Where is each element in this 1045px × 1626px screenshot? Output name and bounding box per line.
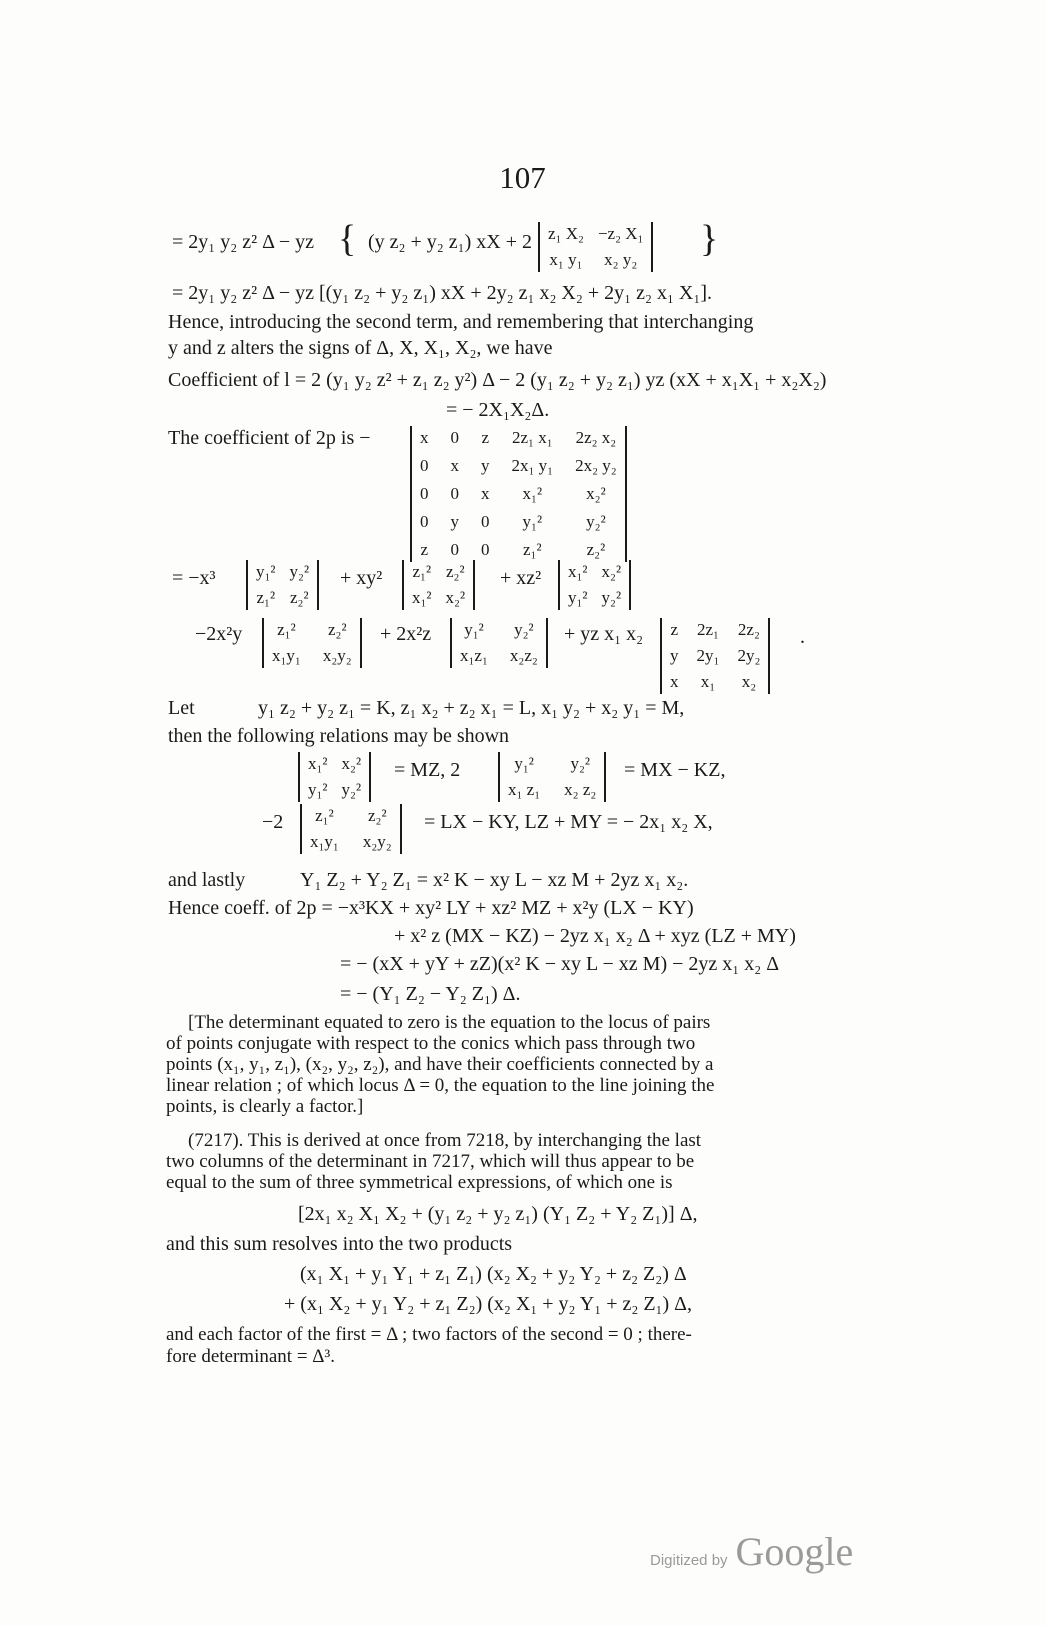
product-line-1: (x₁ X₁ + y₁ Y₁ + z₁ Z₁) (x₂ X₂ + y₂ Y₂ + z₂ Z₂) Δ — [300, 1263, 687, 1285]
coefficient-result-line: = − 2X₁X₂Δ. — [446, 399, 550, 421]
det-cell: x₁z₁ — [460, 646, 488, 665]
det-cell: y₁² — [308, 780, 328, 799]
paragraph-1-line-5: points, is clearly a factor.] — [166, 1096, 364, 1117]
paragraph-1-line-1: [The determinant equated to zero is the equation to the locus of pairs — [188, 1012, 711, 1033]
det-cell: z₂² — [290, 588, 309, 607]
det-cell: x₂² — [601, 562, 622, 581]
det-cell: x₁² — [522, 484, 543, 503]
product-line-2: + (x₁ X₂ + y₁ Y₂ + z₁ Z₂) (x₂ X₁ + y₂ Y₁ + z₂ Z₁) Δ, — [284, 1293, 693, 1315]
det-cell: 0 — [420, 484, 429, 503]
relation-2-part-b: = LX − KY, LZ + MY = − 2x₁ x₂ X, — [424, 811, 713, 833]
det-cell: y₂² — [601, 588, 622, 607]
det-cell: y₂² — [289, 562, 310, 581]
det-cell: z — [670, 620, 679, 639]
determinant-d — [558, 560, 631, 610]
determinant-a — [538, 222, 653, 272]
det-cell: 2z₁ x₁ — [511, 428, 553, 447]
det-cell: 2x₂ y₂ — [575, 456, 617, 475]
coefficient-of-l-line: Coefficient of l = 2 (y₁ y₂ z² + z₁ z₂ y²) Δ − 2 (y₁ z₂ + y₂ z₁) yz (xX + x₁X₁ + x₂X₂) — [168, 369, 827, 391]
det-cell: x — [481, 484, 490, 503]
determinant-g-cells — [662, 618, 768, 694]
expansion-2-end: . — [800, 626, 805, 648]
determinant-c — [402, 560, 475, 610]
det-cell: y₁² — [464, 620, 484, 639]
lastly-label: and lastly — [168, 869, 246, 891]
determinant-5x5-cells — [412, 426, 625, 562]
expansion-1-term-c: + xz² — [500, 567, 542, 589]
relations-intro: then the following relations may be shown — [168, 725, 510, 747]
paragraph-2-line-1: (7217). This is derived at once from 7218, by interchanging the last — [188, 1130, 702, 1151]
det-cell: x₁² — [412, 588, 432, 607]
det-cell: z₁ X₂ — [548, 224, 584, 243]
expansion-2-term-a: −2x²y — [195, 623, 243, 645]
relation-1-part-a: = MZ, 2 — [394, 759, 461, 781]
det-cell: 0 — [420, 456, 429, 475]
det-cell: x₁ — [700, 672, 716, 691]
determinant-j-cells — [302, 804, 400, 854]
determinant-c-cells — [404, 560, 473, 610]
let-definitions: y₁ z₂ + y₂ z₁ = K, z₁ x₂ + z₂ x₁ = L, x₁ y₂ + x₂ y₁ = M, — [258, 697, 685, 719]
paragraph-1-line-2: of points conjugate with respect to the conics which pass through two — [166, 1033, 696, 1054]
det-cell: 0 — [450, 428, 459, 447]
expansion-1-term-b: + xy² — [340, 567, 383, 589]
equation-line-1-left: = 2y₁ y₂ z² Δ − yz — [172, 231, 315, 253]
determinant-g — [660, 618, 770, 694]
determinant-a-cells — [540, 222, 651, 272]
det-cell: y₂² — [570, 754, 590, 773]
determinant-b — [246, 560, 319, 610]
det-cell: y₂² — [586, 512, 606, 531]
det-cell: x₁ y₁ — [549, 250, 583, 269]
det-cell: x₂ — [741, 672, 757, 691]
determinant-e-cells — [264, 618, 360, 668]
determinant-d-cells — [560, 560, 629, 610]
determinant-i-cells — [500, 752, 604, 802]
det-cell: x₂ y₂ — [604, 250, 638, 269]
det-cell: 0 — [481, 540, 490, 559]
det-cell: x₁² — [308, 754, 328, 773]
det-cell: 2z₂ x₂ — [575, 428, 617, 447]
det-cell: x — [450, 456, 459, 475]
det-cell: y — [670, 646, 679, 665]
relation-2-part-a: −2 — [262, 811, 284, 833]
det-cell: z₁² — [412, 562, 432, 581]
det-cell: z₁² — [277, 620, 296, 639]
det-cell: y₂² — [341, 780, 362, 799]
det-cell: z₂² — [586, 540, 606, 559]
det-cell: x₁² — [568, 562, 588, 581]
determinant-b-cells — [248, 560, 317, 610]
paragraph-1-line-4: linear relation ; of which locus Δ = 0, the equation to the line joining the — [166, 1075, 715, 1096]
det-cell: 2y₂ — [737, 646, 761, 665]
det-cell: 0 — [450, 484, 459, 503]
determinant-h — [298, 752, 371, 802]
det-cell: y — [481, 456, 490, 475]
det-cell: z₂² — [328, 620, 347, 639]
google-logo-text: Google — [735, 1529, 854, 1574]
det-cell: x₂y₂ — [322, 646, 352, 665]
paragraph-2-line-2: two columns of the determinant in 7217, which will thus appear to be — [166, 1151, 695, 1172]
hence-line-2: + x² z (MX − KZ) − 2yz x₁ x₂ Δ + xyz (LZ + MY) — [394, 925, 796, 947]
det-cell: x₂² — [586, 484, 606, 503]
det-cell: x — [420, 428, 429, 447]
det-cell: 0 — [481, 512, 490, 531]
text-line-4: y and z alters the signs of Δ, X, X₁, X₂, we have — [168, 337, 553, 359]
det-cell: x₂z₂ — [509, 646, 538, 665]
hence-line-4: = − (Y₁ Z₂ − Y₂ Z₁) Δ. — [340, 983, 521, 1005]
det-cell: z₂² — [368, 806, 387, 825]
det-cell: y₂² — [514, 620, 534, 639]
expansion-2-term-b: + 2x²z — [380, 623, 432, 645]
final-line-1: and each factor of the first = Δ ; two factors of the second = 0 ; there- — [166, 1324, 692, 1345]
equation-line-1-mid: (y z₂ + y₂ z₁) xX + 2 — [368, 231, 532, 253]
det-cell: z₁² — [256, 588, 276, 607]
det-cell: 2x₁ y₁ — [511, 456, 554, 475]
det-cell: z — [481, 428, 490, 447]
paragraph-1-line-3: points (x₁, y₁, z₁), (x₂, y₂, z₂), and have their coefficients connected by a — [166, 1054, 714, 1075]
let-label: Let — [168, 697, 195, 719]
determinant-f-cells — [452, 618, 546, 668]
hence-line-1: Hence coeff. of 2p = −x³KX + xy² LY + xz² MZ + x²y (LX − KY) — [168, 897, 694, 919]
relation-1-part-b: = MX − KZ, — [624, 759, 726, 781]
expansion-1-term-a: = −x³ — [172, 567, 216, 589]
symmetric-expression: [2x₁ x₂ X₁ X₂ + (y₁ z₂ + y₂ z₁) (Y₁ Z₂ + Y₂ Z₁)] Δ, — [298, 1203, 698, 1225]
determinant-5x5 — [410, 426, 627, 562]
det-cell: z₁² — [315, 806, 334, 825]
coefficient-2p-label: The coefficient of 2p is − — [168, 427, 371, 449]
det-cell: y₁² — [522, 512, 543, 531]
det-cell: x₂ z₂ — [564, 780, 597, 799]
equation-line-2: = 2y₁ y₂ z² Δ − yz [(y₁ z₂ + y₂ z₁) xX + 2y₂ z₁ x₂ X₂ + 2y₁ z₂ x₁ X₁]. — [172, 282, 712, 304]
det-cell: z — [420, 540, 429, 559]
det-cell: 0 — [420, 512, 429, 531]
determinant-e — [262, 618, 362, 668]
determinant-j — [300, 804, 402, 854]
left-brace-glyph: { — [338, 218, 357, 260]
hence-line-3: = − (xX + yY + zZ)(x² K − xy L − xz M) − 2yz x₁ x₂ Δ — [340, 953, 780, 975]
det-cell: y₁² — [256, 562, 276, 581]
watermark-prefix: Digitized by — [650, 1552, 728, 1569]
det-cell: 2z₁ — [696, 620, 719, 639]
right-brace-glyph: } — [700, 218, 719, 260]
det-cell: y₁² — [568, 588, 588, 607]
det-cell: x₁ z₁ — [508, 780, 541, 799]
determinant-f — [450, 618, 548, 668]
det-cell: x₂² — [445, 588, 466, 607]
det-cell: 0 — [450, 540, 459, 559]
det-cell: z₁² — [523, 540, 542, 559]
paragraph-2-line-3: equal to the sum of three symmetrical expressions, of which one is — [166, 1172, 673, 1193]
det-cell: x — [670, 672, 679, 691]
det-cell: x₁y₁ — [310, 832, 339, 851]
det-cell: x₂y₂ — [362, 832, 392, 851]
det-cell: 2y₁ — [696, 646, 720, 665]
det-cell: −z₂ X₁ — [597, 224, 644, 243]
determinant-i — [498, 752, 606, 802]
text-line-3: Hence, introducing the second term, and remembering that interchanging — [168, 311, 754, 333]
google-digitized-watermark — [650, 1528, 853, 1575]
det-cell: x₁y₁ — [272, 646, 301, 665]
determinant-h-cells — [300, 752, 369, 802]
lastly-equation: Y₁ Z₂ + Y₂ Z₁ = x² K − xy L − xz M + 2yz x₁ x₂. — [300, 869, 689, 891]
page-number: 107 — [499, 160, 546, 195]
resolves-line: and this sum resolves into the two products — [166, 1233, 513, 1255]
det-cell: y₁² — [514, 754, 534, 773]
final-line-2: fore determinant = Δ³. — [166, 1346, 335, 1367]
det-cell: x₂² — [341, 754, 362, 773]
det-cell: y — [450, 512, 459, 531]
det-cell: z₂² — [446, 562, 465, 581]
expansion-2-term-c: + yz x₁ x₂ — [564, 623, 644, 645]
det-cell: 2z₂ — [737, 620, 760, 639]
